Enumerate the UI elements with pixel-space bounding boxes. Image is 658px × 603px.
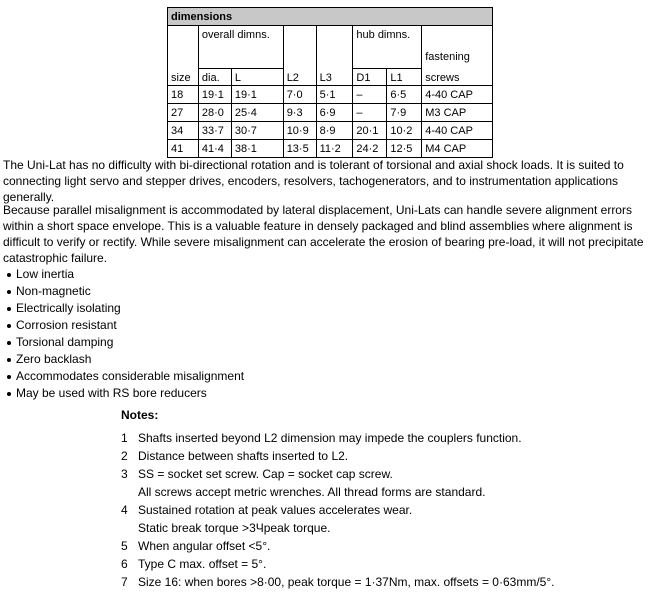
table-cell: 7·9: [387, 104, 422, 122]
note-item: [119, 555, 568, 573]
table-cell: 19·1: [231, 86, 283, 104]
table-cell: 11·2: [316, 140, 353, 158]
misalignment-paragraph: Because parallel misalignment is accommodated by lateral displacement, Uni-Lats can handle severe alignment errors within a short space envelope. This is a valuable feature in densely packaged and blind assemblies where alignment is difficult to verify or rectify. While severe misalignment can accelerate the erosion of bearing pre-load, it will not precipitate catastrophic failure.: [3, 203, 644, 265]
table-cell: 10·2: [387, 122, 422, 140]
table-cell: 6·9: [316, 104, 353, 122]
note-item: [119, 573, 568, 591]
table-row: [168, 140, 493, 158]
note-item: [119, 501, 568, 537]
note-text: SS = socket set screw. Cap = socket cap screw.: [138, 467, 393, 481]
note-text: Size 16: when bores >8·00, peak torque = 1·37Nm, max. offsets = 0·63mm/5°.: [138, 575, 555, 589]
table-cell: 33·7: [198, 122, 231, 140]
note-text: When angular offset <5°.: [138, 539, 271, 553]
list-item: Torsional damping: [6, 334, 244, 351]
note-number: 5: [121, 539, 128, 553]
column-header: L1: [387, 69, 422, 86]
table-cell: 38·1: [231, 140, 283, 158]
table-cell: 4-40 CAP: [422, 86, 493, 104]
note-text: Type C max. offset = 5°.: [138, 557, 267, 571]
table-cell: 9·3: [283, 104, 316, 122]
notes-list: [119, 429, 568, 591]
table-cell: 27: [168, 104, 199, 122]
table-cell: 5·1: [316, 86, 353, 104]
fastening-header: fastening: [422, 50, 493, 69]
column-header: L3: [316, 69, 353, 86]
note-item: [119, 537, 568, 555]
list-item: Non-magnetic: [6, 283, 244, 300]
table-cell: 20·1: [353, 122, 387, 140]
table-cell: 18: [168, 86, 199, 104]
table-cell: 41: [168, 140, 199, 158]
list-item: Accommodates considerable misalignment: [6, 368, 244, 385]
column-header: L2: [283, 69, 316, 86]
table-cell: 12·5: [387, 140, 422, 158]
table-cell: 19·1: [198, 86, 231, 104]
note-number: 7: [121, 575, 128, 589]
description-paragraph: The Uni-Lat has no difficulty with bi-directional rotation and is tolerant of torsional and axial shock loads. It is suited to connecting light servo and stepper drives, encoders, resolvers, tachogenerators, and to instrumentation applications generally.: [3, 158, 624, 204]
column-header: L: [231, 69, 283, 86]
list-item: Electrically isolating: [6, 300, 244, 317]
list-item: May be used with RS bore reducers: [6, 385, 244, 402]
note-text: Shafts inserted beyond L2 dimension may impede the couplers function.: [138, 431, 522, 445]
table-cell: 41·4: [198, 140, 231, 158]
table-cell: 7·0: [283, 86, 316, 104]
list-item: Zero backlash: [6, 351, 244, 368]
note-text: Sustained rotation at peak values accelerates wear.: [138, 503, 413, 517]
note-number: 4: [121, 503, 128, 517]
note-item: [119, 429, 568, 447]
note-subtext: Static break torque >3Чpeak torque.: [138, 521, 331, 535]
column-header: D1: [353, 69, 387, 86]
overall-dimensions-header: overall dimns.: [198, 26, 283, 51]
list-item: Corrosion resistant: [6, 317, 244, 334]
note-number: 2: [121, 449, 128, 463]
table-cell: 24·2: [353, 140, 387, 158]
table-cell: 34: [168, 122, 199, 140]
table-cell: 4-40 CAP: [422, 122, 493, 140]
table-cell: 30·7: [231, 122, 283, 140]
note-number: 3: [121, 467, 128, 481]
column-header: screws: [422, 69, 493, 86]
note-number: 1: [121, 431, 128, 445]
table-cell: 6·5: [387, 86, 422, 104]
table-cell: –: [353, 104, 387, 122]
note-item: [119, 447, 568, 465]
table-title: dimensions: [168, 8, 493, 26]
table-row: [168, 86, 493, 104]
note-subtext: All screws accept metric wrenches. All thread forms are standard.: [138, 485, 486, 499]
table-cell: 28·0: [198, 104, 231, 122]
table-cell: M4 CAP: [422, 140, 493, 158]
table-cell: M3 CAP: [422, 104, 493, 122]
notes-title: Notes:: [121, 408, 159, 422]
dimensions-table: [167, 7, 493, 158]
note-number: 6: [121, 557, 128, 571]
note-text: Distance between shafts inserted to L2.: [138, 449, 349, 463]
column-header: dia.: [198, 69, 231, 86]
table-cell: –: [353, 86, 387, 104]
features-list: [6, 266, 244, 402]
note-item: [119, 465, 568, 501]
table-cell: 8·9: [316, 122, 353, 140]
table-cell: 13·5: [283, 140, 316, 158]
column-header: size: [168, 69, 199, 86]
table-row: [168, 104, 493, 122]
list-item: Low inertia: [6, 266, 244, 283]
table-cell: 10·9: [283, 122, 316, 140]
table-cell: 25·4: [231, 104, 283, 122]
hub-dimensions-header: hub dimns.: [353, 26, 422, 51]
table-row: [168, 122, 493, 140]
